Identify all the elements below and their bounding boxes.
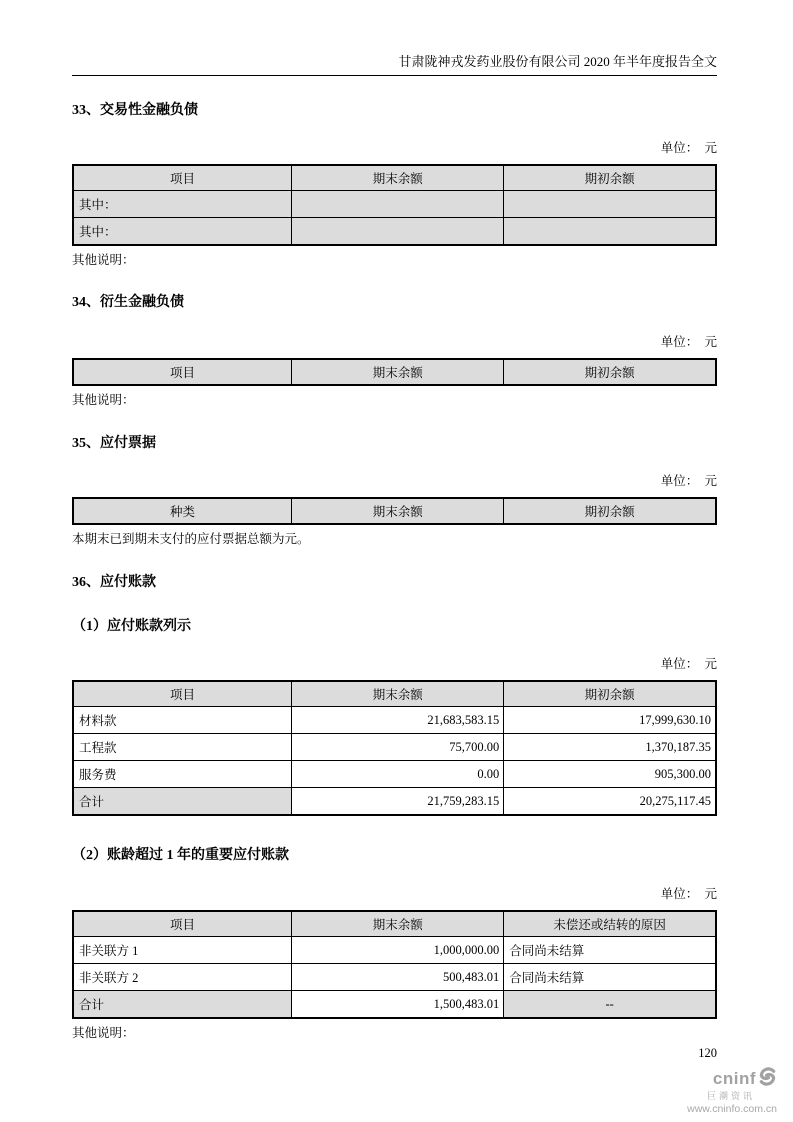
section-36-2-heading: （2）账龄超过 1 年的重要应付账款 [72,848,289,863]
col-header-beginning-balance: 期初余额 [504,498,716,524]
table-header-row [73,498,716,524]
cninfo-logo-text: cninf [712,1068,756,1088]
col-header-item: 项目 [73,165,292,191]
col-header-item: 项目 [73,681,292,707]
section-36-1-heading: （1）应付账款列示 [72,619,191,634]
section-35-heading: 35、应付票据 [72,436,156,451]
cell-ending [292,218,504,246]
cell-beginning: 1,370,187.35 [504,734,716,761]
cell-ending: 1,000,000.00 [292,937,504,964]
page-number: 120 [698,1046,717,1060]
section-33-unit-label: 单位： 元 [660,141,717,155]
cell-item: 非关联方 1 [73,937,292,964]
section-36-2-unit-label: 单位： 元 [660,887,717,901]
cell-item: 工程款 [73,734,292,761]
cell-item: 服务费 [73,761,292,788]
cell-reason: 合同尚未结算 [504,937,716,964]
col-header-ending-balance: 期末余额 [292,681,504,707]
cell-ending: 500,483.01 [292,964,504,991]
section-34-note: 其他说明： [72,393,135,407]
cell-item: 其中： [73,218,292,246]
section-33-heading: 33、交易性金融负债 [72,103,198,118]
cell-item: 其中： [73,191,292,218]
cell-total-label: 合计 [73,991,292,1019]
table-row-materials [73,707,716,734]
cell-total-beginning: 20,275,117.45 [504,788,716,816]
section-36-heading: 36、应付账款 [72,575,156,590]
table-header-row [73,165,716,191]
document-header-title: 甘肃陇神戎发药业股份有限公司 2020 年半年度报告全文 [72,54,717,76]
cell-beginning [504,218,716,246]
table-row-nonrelated-1 [73,937,716,964]
table-row [73,191,716,218]
table-total-row [73,788,716,816]
col-header-beginning-balance: 期初余额 [504,165,716,191]
cell-ending [292,191,504,218]
cell-ending: 75,700.00 [292,734,504,761]
col-header-beginning-balance: 期初余额 [504,681,716,707]
col-header-beginning-balance: 期初余额 [504,359,716,385]
section-34-unit-label: 单位： 元 [660,335,717,349]
col-header-reason: 未偿还或结转的原因 [504,911,716,937]
cell-beginning [504,191,716,218]
cell-item: 材料款 [73,707,292,734]
cell-total-ending: 1,500,483.01 [292,991,504,1019]
table-row-engineering [73,734,716,761]
col-header-ending-balance: 期末余额 [292,498,504,524]
table-header-row [73,911,716,937]
table-header-row [73,681,716,707]
cninfo-logo-url: www.cninfo.com.cn [687,1102,777,1115]
table-header-row [73,359,716,385]
table-row-service [73,761,716,788]
cninfo-logo [687,1067,777,1115]
section-35-table [72,497,717,525]
cell-total-ending: 21,759,283.15 [292,788,504,816]
cell-beginning: 905,300.00 [504,761,716,788]
col-header-item: 项目 [73,359,292,385]
table-row-nonrelated-2 [73,964,716,991]
cell-beginning: 17,999,630.10 [504,707,716,734]
table-total-row [73,991,716,1019]
section-33-table [72,164,717,246]
col-header-type: 种类 [73,498,292,524]
cninfo-swirl-icon [758,1067,777,1090]
section-36-1-unit-label: 单位： 元 [660,657,717,671]
section-34-table [72,358,717,386]
aged-payables-table [72,910,717,1019]
section-33-note: 其他说明： [72,253,135,267]
cell-reason: 合同尚未结算 [504,964,716,991]
cninfo-logo-row [687,1067,777,1090]
section-36-2-note: 其他说明： [72,1026,135,1040]
section-35-unit-label: 单位： 元 [660,474,717,488]
cell-item: 非关联方 2 [73,964,292,991]
accounts-payable-table [72,680,717,816]
cninfo-logo-chinese: 巨潮资讯 [706,1090,755,1101]
col-header-item: 项目 [73,911,292,937]
cell-total-reason: -- [504,991,716,1019]
col-header-ending-balance: 期末余额 [292,165,504,191]
section-34-heading: 34、衍生金融负债 [72,295,184,310]
cell-ending: 21,683,583.15 [292,707,504,734]
cell-total-label: 合计 [73,788,292,816]
col-header-ending-balance: 期末余额 [292,911,504,937]
section-35-note: 本期末已到期未支付的应付票据总额为元。 [72,532,310,546]
table-row [73,218,716,246]
col-header-ending-balance: 期末余额 [292,359,504,385]
cell-ending: 0.00 [292,761,504,788]
